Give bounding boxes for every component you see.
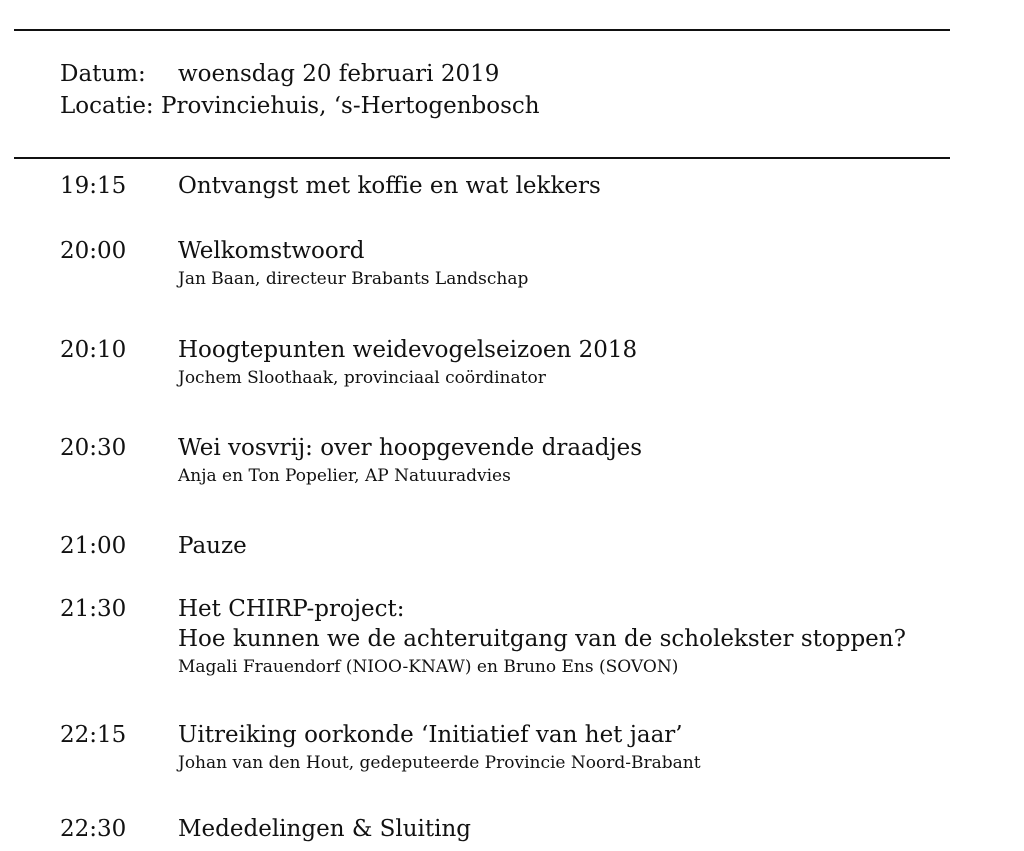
date-row — [60, 58, 540, 90]
agenda-body — [178, 594, 1010, 680]
agenda-body — [178, 814, 1010, 844]
agenda-speaker: Johan van den Hout, gedeputeerde Provincie Noord-Brabant — [178, 753, 701, 773]
top-divider — [14, 29, 950, 31]
agenda-item — [60, 236, 1010, 292]
agenda-time: 21:00 — [60, 533, 127, 559]
agenda-item — [60, 594, 1010, 680]
agenda-title: Wei vosvrij: over hoopgevende draadjes — [178, 435, 643, 461]
agenda-speaker: Jochem Sloothaak, provinciaal coördinator — [178, 368, 546, 388]
agenda-item — [60, 814, 1010, 844]
event-meta — [60, 58, 540, 122]
agenda-item — [60, 433, 1010, 489]
agenda-time: 19:15 — [60, 173, 127, 199]
agenda-divider — [14, 157, 950, 159]
agenda-title-continued: Hoe kunnen we de achteruitgang van de scholekster stoppen? — [178, 626, 906, 652]
agenda-body — [178, 236, 1010, 292]
agenda-time: 20:10 — [60, 337, 127, 363]
location-value: Provinciehuis, ‘s-Hertogenbosch — [161, 93, 540, 119]
agenda-item — [60, 531, 1010, 561]
agenda-item — [60, 171, 1010, 201]
agenda-time: 20:30 — [60, 435, 127, 461]
agenda-body — [178, 335, 1010, 391]
agenda-title: Uitreiking oorkonde ‘Initiatief van het jaar’ — [178, 722, 683, 748]
agenda-speaker: Magali Frauendorf (NIOO-KNAW) en Bruno Ens (SOVON) — [178, 657, 679, 677]
date-label: Datum: — [60, 61, 146, 87]
agenda-title: Mededelingen & Sluiting — [178, 816, 472, 842]
agenda-time: 22:30 — [60, 816, 127, 842]
agenda-item — [60, 335, 1010, 391]
agenda-title: Hoogtepunten weidevogelseizoen 2018 — [178, 337, 638, 363]
agenda-title: Welkomstwoord — [178, 238, 365, 264]
agenda-body — [178, 531, 1010, 561]
agenda-list — [60, 171, 1010, 844]
agenda-body — [178, 433, 1010, 489]
agenda-speaker: Jan Baan, directeur Brabants Landschap — [178, 269, 529, 289]
agenda-speaker: Anja en Ton Popelier, AP Natuuradvies — [178, 466, 511, 486]
agenda-title: Ontvangst met koffie en wat lekkers — [178, 173, 601, 199]
agenda-time: 20:00 — [60, 238, 127, 264]
agenda-body — [178, 171, 1010, 201]
agenda-title: Het CHIRP-project: — [178, 596, 405, 622]
location-row — [60, 90, 540, 122]
agenda-time: 21:30 — [60, 596, 127, 622]
agenda-title: Pauze — [178, 533, 247, 559]
location-label: Locatie: — [60, 93, 154, 119]
agenda-time: 22:15 — [60, 722, 127, 748]
agenda-body — [178, 720, 1010, 776]
date-value: woensdag 20 februari 2019 — [178, 61, 500, 87]
agenda-item — [60, 720, 1010, 776]
